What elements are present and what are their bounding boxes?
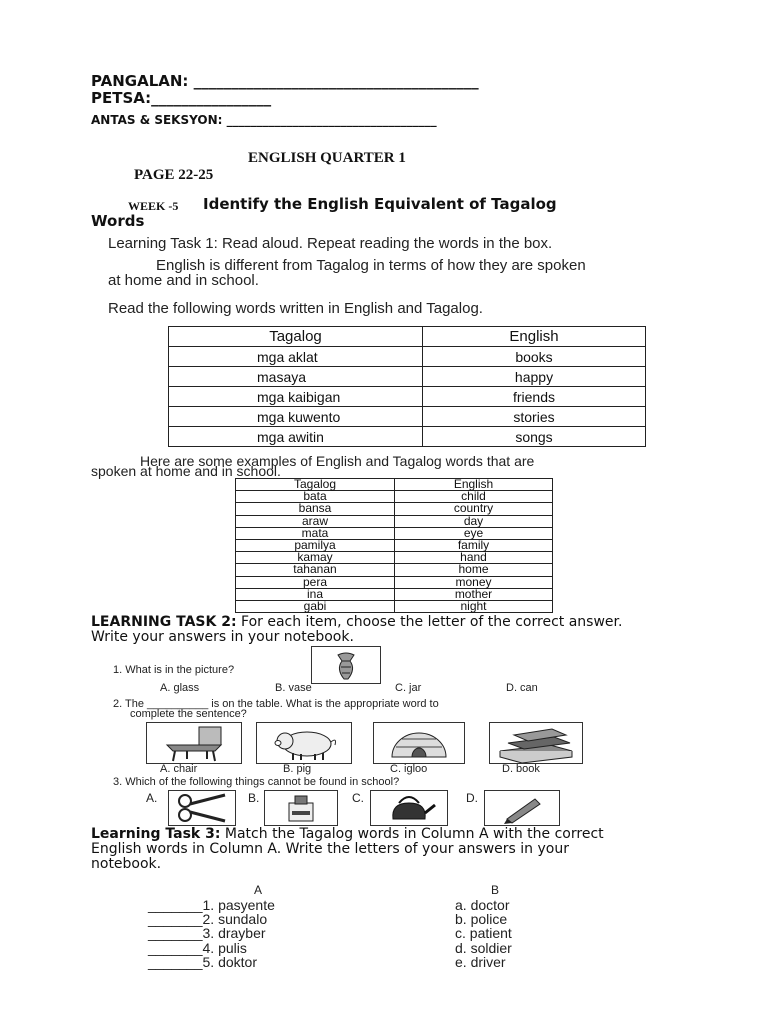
- table-row: [236, 491, 553, 503]
- page-range: PAGE 22-25: [134, 167, 214, 183]
- task3-text: Match the Tagalog words in Column A with the correct: [220, 826, 604, 842]
- examples-header-tagalog: Tagalog: [236, 479, 395, 491]
- table-cell: mga awitin: [169, 427, 423, 447]
- table-row: [236, 588, 553, 600]
- scissors-picture: [168, 790, 236, 826]
- table-cell: child: [395, 491, 553, 503]
- igloo-picture: [373, 722, 465, 764]
- pig-icon: [257, 723, 351, 763]
- table-cell: gabi: [236, 600, 395, 612]
- column-b-list: [455, 898, 512, 969]
- table-cell: day: [395, 515, 553, 527]
- table-cell: pera: [236, 576, 395, 588]
- vocab-table: [168, 326, 646, 447]
- q1-option-c: C. jar: [395, 682, 422, 694]
- list-item: c. patient: [455, 925, 512, 942]
- table-cell: home: [395, 564, 553, 576]
- task1-heading: Learning Task 1: Read aloud. Repeat reading the words in the box.: [108, 235, 553, 252]
- task1-instruction: Read the following words written in English and Tagalog.: [108, 300, 483, 317]
- task2-instruction-line2: Write your answers in your notebook.: [91, 629, 354, 645]
- sharpener-picture: [264, 790, 338, 826]
- table-cell: mga aklat: [169, 347, 423, 367]
- table-cell: mga kaibigan: [169, 387, 423, 407]
- column-a-header: A: [254, 883, 263, 897]
- task3-instruction-line1: [91, 826, 604, 842]
- vase-picture: [311, 646, 381, 684]
- q1-option-d: D. can: [506, 682, 538, 694]
- table-cell: eye: [395, 527, 553, 539]
- pencil-icon: [485, 791, 559, 825]
- name-field-label: PANGALAN: ______________________________________: [91, 72, 479, 90]
- list-item: _______3. drayber: [148, 925, 266, 942]
- q3-letter-c: C.: [352, 791, 364, 805]
- kettle-icon: [371, 791, 447, 825]
- list-item: _______1. pasyente: [148, 897, 275, 913]
- table-row: [169, 427, 646, 447]
- q3-question: 3. Which of the following things cannot be found in school?: [113, 776, 400, 788]
- date-field-label: PETSA:________________: [91, 89, 272, 107]
- q2-option-d: D. book: [502, 763, 540, 775]
- book-picture: [489, 722, 583, 764]
- q2-option-a: A. chair: [160, 763, 198, 775]
- table-cell: happy: [423, 367, 646, 387]
- table-cell: books: [423, 347, 646, 367]
- week-label: WEEK -5: [128, 199, 179, 213]
- list-item: _______5. doktor: [148, 953, 257, 970]
- table-cell: night: [395, 600, 553, 612]
- q2-question-line1: 2. The __________ is on the table. What is the appropriate word to: [113, 698, 439, 710]
- table-row: [169, 347, 646, 367]
- table-cell: money: [395, 576, 553, 588]
- column-a-list: [148, 898, 275, 969]
- table-cell: hand: [395, 552, 553, 564]
- list-item: _______2. sundalo: [148, 911, 268, 928]
- igloo-icon: [374, 723, 464, 763]
- vocab-header-english: English: [423, 327, 646, 347]
- table-cell: kamay: [236, 552, 395, 564]
- examples-intro-line1: Here are some examples of English and Tagalog words that are: [140, 453, 535, 469]
- table-cell: friends: [423, 387, 646, 407]
- list-item: a. doctor: [455, 897, 510, 913]
- table-cell: bansa: [236, 503, 395, 515]
- q3-letter-a: A.: [146, 791, 158, 805]
- table-row: [169, 387, 646, 407]
- column-b-header: B: [491, 883, 500, 897]
- sharpener-icon: [265, 791, 337, 825]
- table-cell: mother: [395, 588, 553, 600]
- kettle-picture: [370, 790, 448, 826]
- q2-option-c: C. igloo: [390, 763, 428, 775]
- q1-option-a: A. glass: [160, 682, 200, 694]
- table-row: [236, 515, 553, 527]
- scissors-icon: [169, 791, 235, 825]
- chair-icon: [147, 723, 241, 763]
- table-cell: masaya: [169, 367, 423, 387]
- task2-label: LEARNING TASK 2:: [91, 614, 237, 630]
- table-row: [169, 367, 646, 387]
- table-cell: ina: [236, 588, 395, 600]
- task3-label: Learning Task 3:: [91, 826, 221, 842]
- task1-paragraph-line2: at home and in school.: [108, 272, 259, 289]
- table-row: [236, 600, 553, 612]
- list-item: _______4. pulis: [148, 939, 247, 956]
- list-item: e. driver: [455, 953, 506, 970]
- vase-icon: [312, 647, 380, 683]
- subject-title: ENGLISH QUARTER 1: [248, 150, 406, 166]
- vocab-header-tagalog: Tagalog: [169, 327, 423, 347]
- pencil-picture: [484, 790, 560, 826]
- table-row: [236, 552, 553, 564]
- lesson-title-cont: Words: [91, 212, 145, 230]
- table-cell: bata: [236, 491, 395, 503]
- task1-paragraph-line1: English is different from Tagalog in terms of how they are spoken: [156, 257, 586, 274]
- table-row: [169, 407, 646, 427]
- examples-table: [235, 478, 553, 613]
- table-cell: stories: [423, 407, 646, 427]
- table-cell: mata: [236, 527, 395, 539]
- section-field-label: ANTAS & SEKSYON: ___________________________________: [91, 113, 437, 127]
- table-cell: family: [395, 539, 553, 551]
- table-cell: araw: [236, 515, 395, 527]
- list-item: d. soldier: [455, 939, 512, 956]
- table-row: [236, 539, 553, 551]
- pig-picture: [256, 722, 352, 764]
- table-row: [236, 576, 553, 588]
- q3-letter-b: B.: [248, 791, 260, 805]
- book-icon: [490, 723, 582, 763]
- q2-option-b: B. pig: [283, 763, 312, 775]
- table-row: [236, 564, 553, 576]
- q1-option-b: B. vase: [275, 682, 312, 694]
- task2-text: For each item, choose the letter of the correct answer.: [236, 614, 623, 630]
- lesson-title: Identify the English Equivalent of Tagalog: [203, 195, 557, 213]
- examples-header-english: English: [395, 479, 553, 491]
- list-item: b. police: [455, 911, 508, 928]
- task3-instruction-line3: notebook.: [91, 856, 162, 872]
- task2-instruction-line1: [91, 614, 622, 630]
- q3-letter-d: D.: [466, 791, 478, 805]
- table-cell: songs: [423, 427, 646, 447]
- q2-question-line2: complete the sentence?: [130, 708, 247, 720]
- table-row: [236, 503, 553, 515]
- table-cell: mga kuwento: [169, 407, 423, 427]
- table-cell: country: [395, 503, 553, 515]
- q1-question: 1. What is in the picture?: [113, 664, 235, 676]
- chair-picture: [146, 722, 242, 764]
- task3-instruction-line2: English words in Column A. Write the letters of your answers in your: [91, 841, 569, 857]
- table-row: [236, 527, 553, 539]
- table-cell: pamilya: [236, 539, 395, 551]
- table-cell: tahanan: [236, 564, 395, 576]
- examples-intro-line2: spoken at home and in school.: [91, 463, 281, 479]
